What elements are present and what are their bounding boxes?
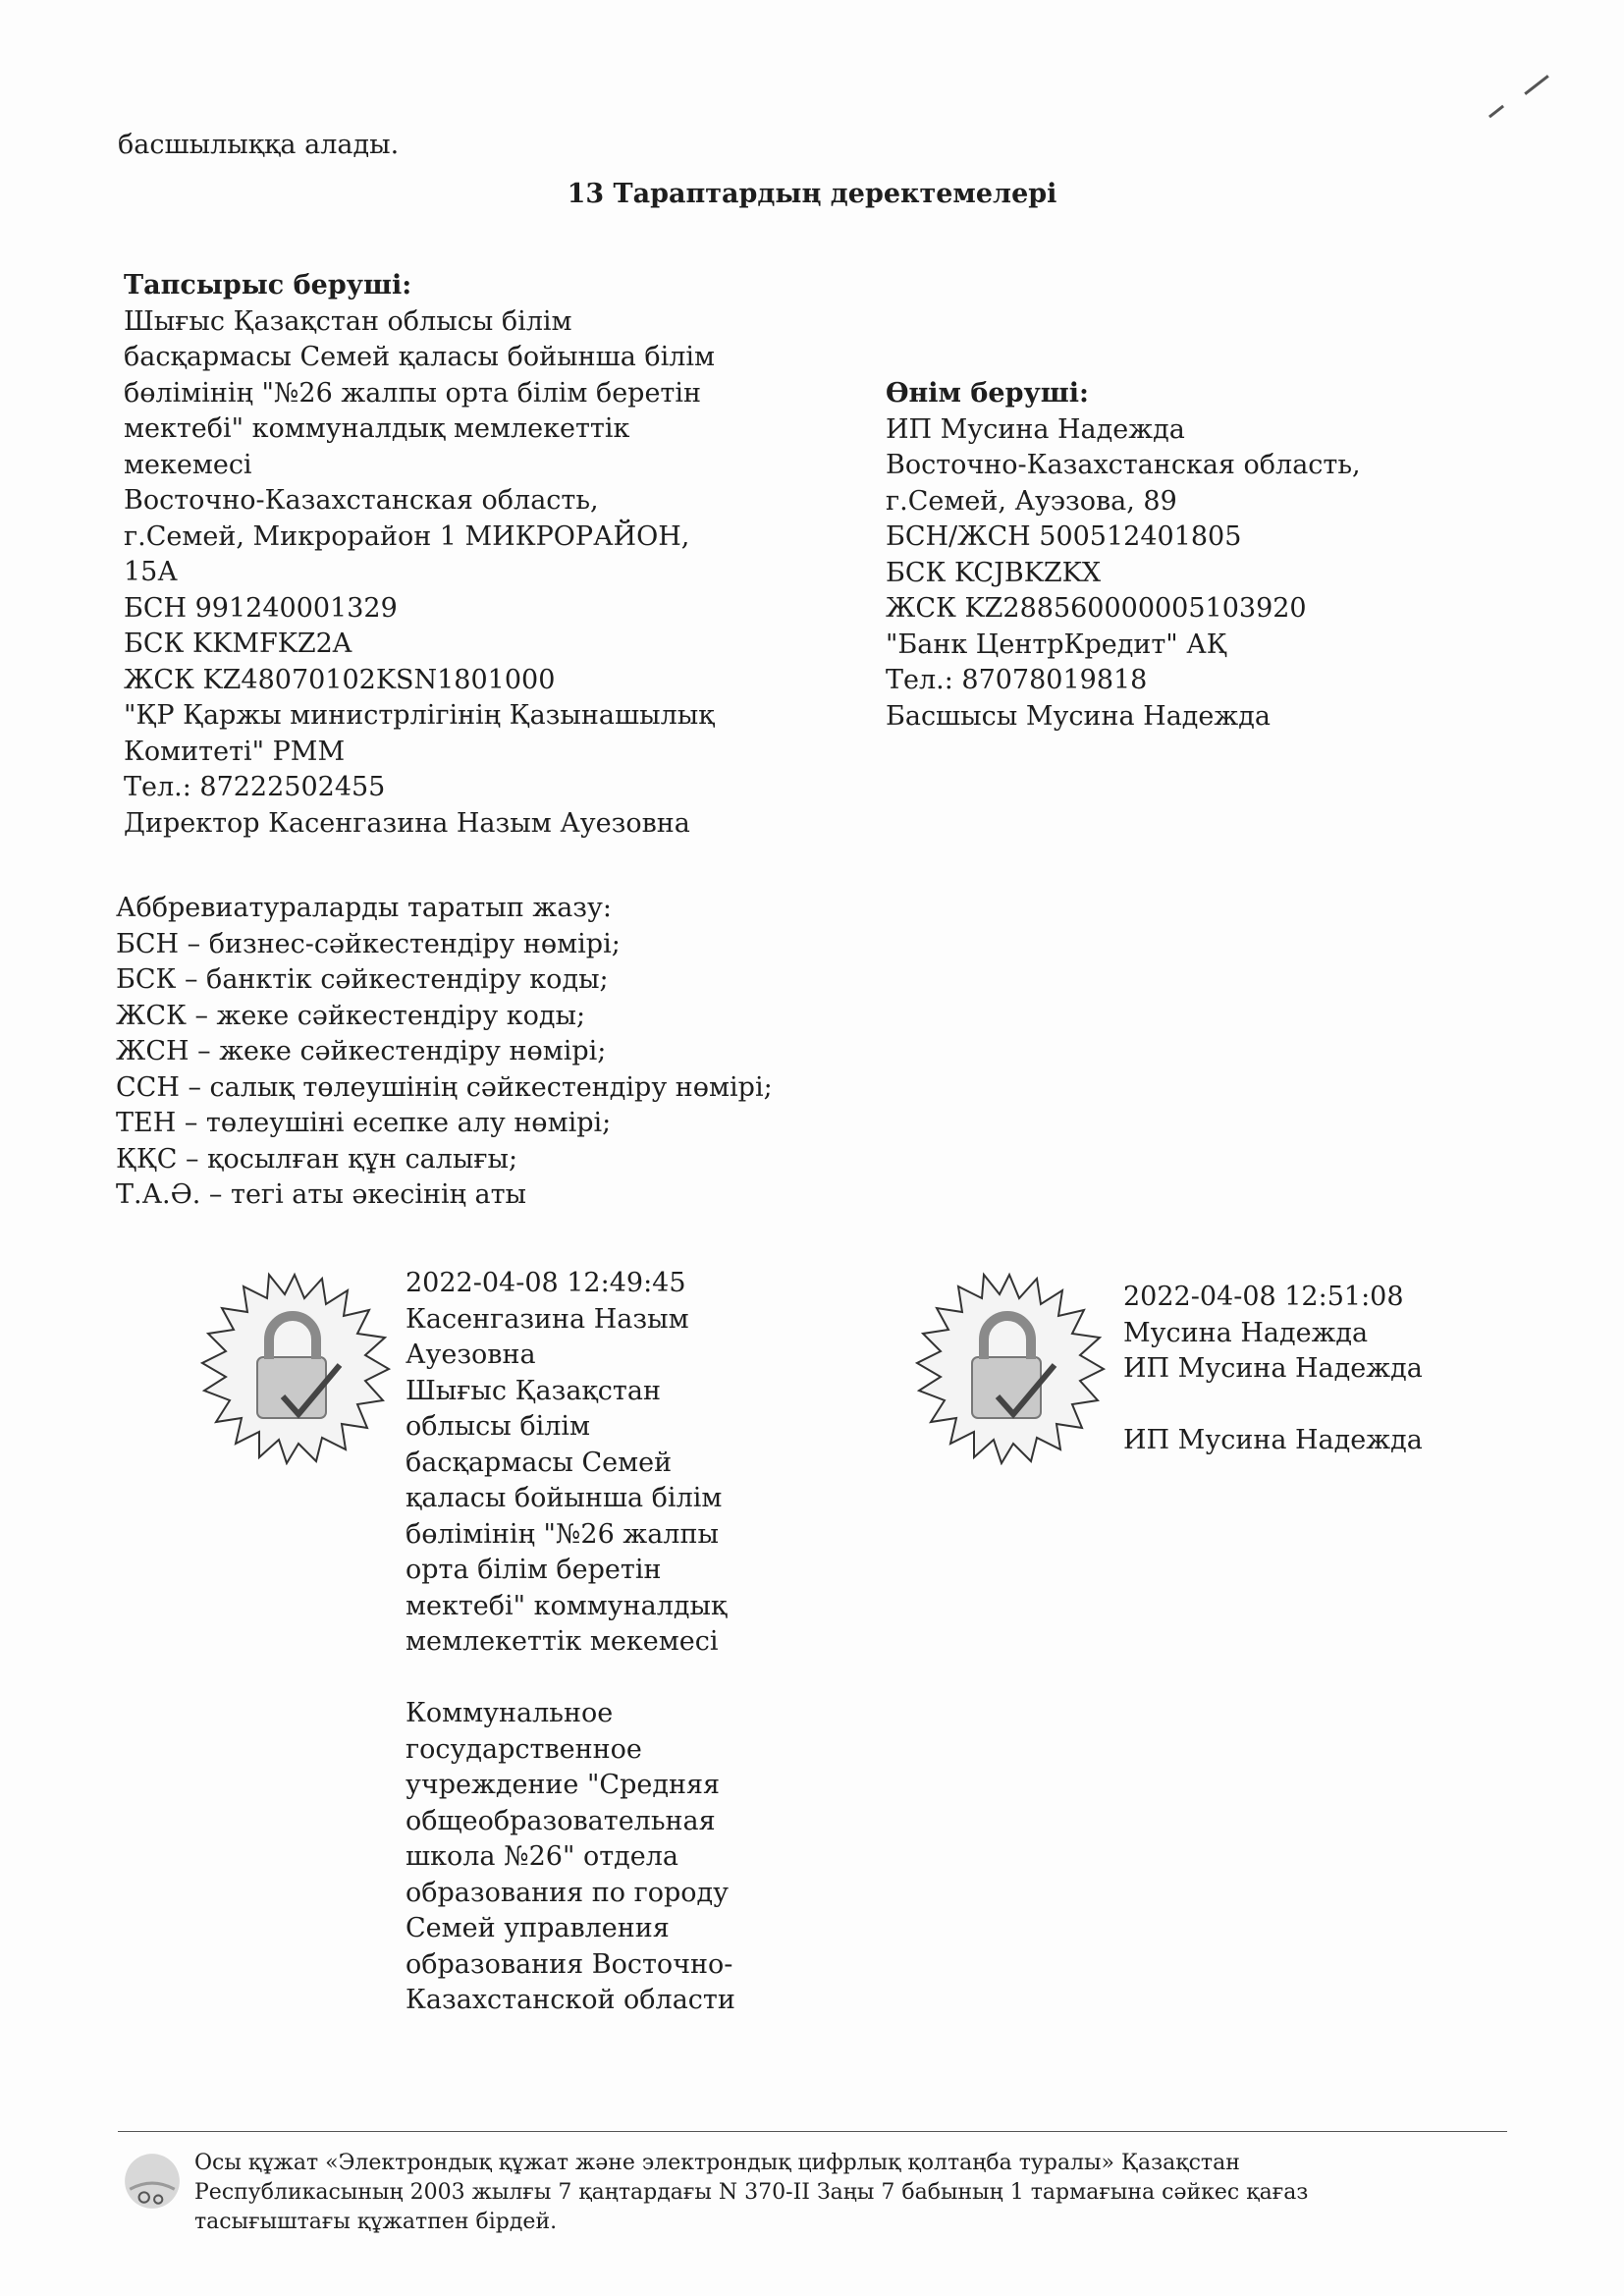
supplier-line: БСН/ЖСН 500512401805 bbox=[886, 521, 1242, 552]
customer-line: Тел.: 87222502455 bbox=[124, 772, 386, 802]
signature-left-line: Коммунальное bbox=[406, 1698, 614, 1728]
signature-right-info bbox=[1123, 1280, 1423, 1459]
customer-line: Восточно-Казахстанская область, bbox=[124, 485, 599, 516]
signature-left-line: Ауезовна bbox=[406, 1339, 536, 1370]
customer-line: 15А bbox=[124, 557, 178, 587]
footer-line: тасығыштағы құжатпен бірдей. bbox=[194, 2210, 558, 2234]
abbreviation-item: ТЕН – төлеушіні есепке алу нөмірі; bbox=[116, 1108, 612, 1138]
footer-note bbox=[194, 2149, 1308, 2237]
customer-line: ЖСК KZ48070102KSN1801000 bbox=[124, 664, 556, 695]
customer-line: Шығыс Қазақстан облысы білім bbox=[124, 305, 572, 337]
signature-right-line: Мусина Надежда bbox=[1123, 1317, 1369, 1348]
signature-left-line: образования Восточно- bbox=[406, 1948, 733, 1980]
scan-mark bbox=[1489, 105, 1504, 118]
customer-line: г.Семей, Микрорайон 1 МИКРОРАЙОН, bbox=[124, 520, 690, 552]
supplier-line: ЖСК KZ288560000005103920 bbox=[886, 593, 1307, 624]
supplier-line: Восточно-Казахстанская область, bbox=[886, 450, 1361, 480]
customer-line: БСК KKMFKZ2A bbox=[124, 629, 352, 659]
signature-left-line bbox=[406, 1661, 735, 1697]
customer-line: "ҚР Қаржы министрлігінің Қазынашылық bbox=[124, 700, 715, 731]
abbreviation-item: ҚҚС – қосылған құн салығы; bbox=[116, 1143, 518, 1175]
abbreviations-list bbox=[116, 891, 773, 1214]
signature-left-line: мектебі" коммуналдық bbox=[406, 1590, 728, 1621]
signature-left-line: басқармасы Семей bbox=[406, 1447, 673, 1478]
customer-line: бөлімінің "№26 жалпы орта білім беретін bbox=[124, 377, 702, 409]
signature-left-line: Шығыс Қазақстан bbox=[406, 1375, 661, 1406]
signature-right-line: ИП Мусина Надежда bbox=[1123, 1353, 1423, 1384]
signature-left-line: бөлімінің "№26 жалпы bbox=[406, 1518, 719, 1550]
abbreviation-item: БСН – бизнес-сәйкестендіру нөмірі; bbox=[116, 928, 621, 959]
customer-details bbox=[124, 268, 715, 842]
customer-line: Директор Касенгазина Назым Ауезовна bbox=[124, 807, 690, 839]
signature-left-line: орта білім беретін bbox=[406, 1555, 662, 1585]
abbreviation-item: Т.А.Ә. – тегі аты әкесінің аты bbox=[116, 1179, 527, 1210]
customer-line: мекемесі bbox=[124, 449, 252, 480]
abbreviation-item: БСК – банктік сәйкестендіру коды; bbox=[116, 964, 609, 995]
supplier-line: г.Семей, Ауэзова, 89 bbox=[886, 485, 1177, 517]
signature-left-line: учреждение "Средняя bbox=[406, 1770, 721, 1800]
supplier-heading: Өнім беруші: bbox=[886, 378, 1089, 409]
footer-divider bbox=[118, 2131, 1507, 2132]
signature-left-line: общеобразовательная bbox=[406, 1805, 716, 1836]
signature-left-line: Казахстанской области bbox=[406, 1985, 735, 2015]
customer-line: Комитеті" РММ bbox=[124, 736, 346, 767]
esign-logo-icon bbox=[122, 2151, 183, 2212]
footer-line: Осы құжат «Электрондық құжат және электрондық цифрлық қолтаңба туралы» Қазақстан bbox=[194, 2151, 1240, 2175]
supplier-line: ИП Мусина Надежда bbox=[886, 413, 1185, 445]
signature-seal-icon bbox=[196, 1269, 393, 1465]
abbreviation-item: ССН – салық төлеушінің сәйкестендіру нөмірі; bbox=[116, 1071, 773, 1103]
supplier-line: Басшысы Мусина Надежда bbox=[886, 700, 1271, 732]
continuation-text: басшылыққа алады. bbox=[118, 130, 400, 160]
signature-right-line: ИП Мусина Надежда bbox=[1123, 1425, 1423, 1455]
abbreviation-item: ЖСК – жеке сәйкестендіру коды; bbox=[116, 1000, 586, 1031]
supplier-details bbox=[886, 376, 1361, 735]
customer-heading: Тапсырыс беруші: bbox=[124, 270, 412, 301]
section-title: 13 Тараптардың деректемелері bbox=[567, 179, 1057, 209]
supplier-line: "Банк ЦентрКредит" АҚ bbox=[886, 629, 1227, 660]
customer-line: БСН 991240001329 bbox=[124, 592, 398, 624]
supplier-line: БСК KCJBKZKX bbox=[886, 557, 1102, 588]
customer-line: басқармасы Семей қаласы бойынша білім bbox=[124, 342, 716, 372]
footer-line: Республикасының 2003 жылғы 7 қаңтардағы N 370-II Заңы 7 бабының 1 тармағына сәйкес қағаз bbox=[194, 2180, 1309, 2205]
signature-seal-icon bbox=[911, 1269, 1108, 1465]
abbreviations-heading: Аббревиатураларды таратып жазу: bbox=[116, 893, 613, 923]
signature-left-line: школа №26" отдела bbox=[406, 1841, 679, 1872]
customer-line: мектебі" коммуналдық мемлекеттік bbox=[124, 413, 630, 444]
signature-left-line: 2022-04-08 12:49:45 bbox=[406, 1268, 686, 1298]
signature-right-line: 2022-04-08 12:51:08 bbox=[1123, 1282, 1404, 1312]
signature-left-line: государственное bbox=[406, 1733, 642, 1765]
scan-mark bbox=[1524, 75, 1548, 95]
signature-left-line: Семей управления bbox=[406, 1913, 670, 1943]
signature-left-line: облысы білім bbox=[406, 1411, 591, 1442]
signature-left-info bbox=[406, 1266, 735, 2019]
signature-left-line: мемлекеттік мекемесі bbox=[406, 1626, 719, 1657]
signature-left-line: Касенгазина Назым bbox=[406, 1303, 689, 1335]
signature-left-line: қаласы бойынша білім bbox=[406, 1483, 723, 1513]
signature-left-line: образования по городу bbox=[406, 1877, 730, 1908]
abbreviation-item: ЖСН – жеке сәйкестендіру нөмірі; bbox=[116, 1036, 607, 1066]
supplier-line: Тел.: 87078019818 bbox=[886, 665, 1148, 695]
signature-right-line bbox=[1123, 1388, 1423, 1424]
